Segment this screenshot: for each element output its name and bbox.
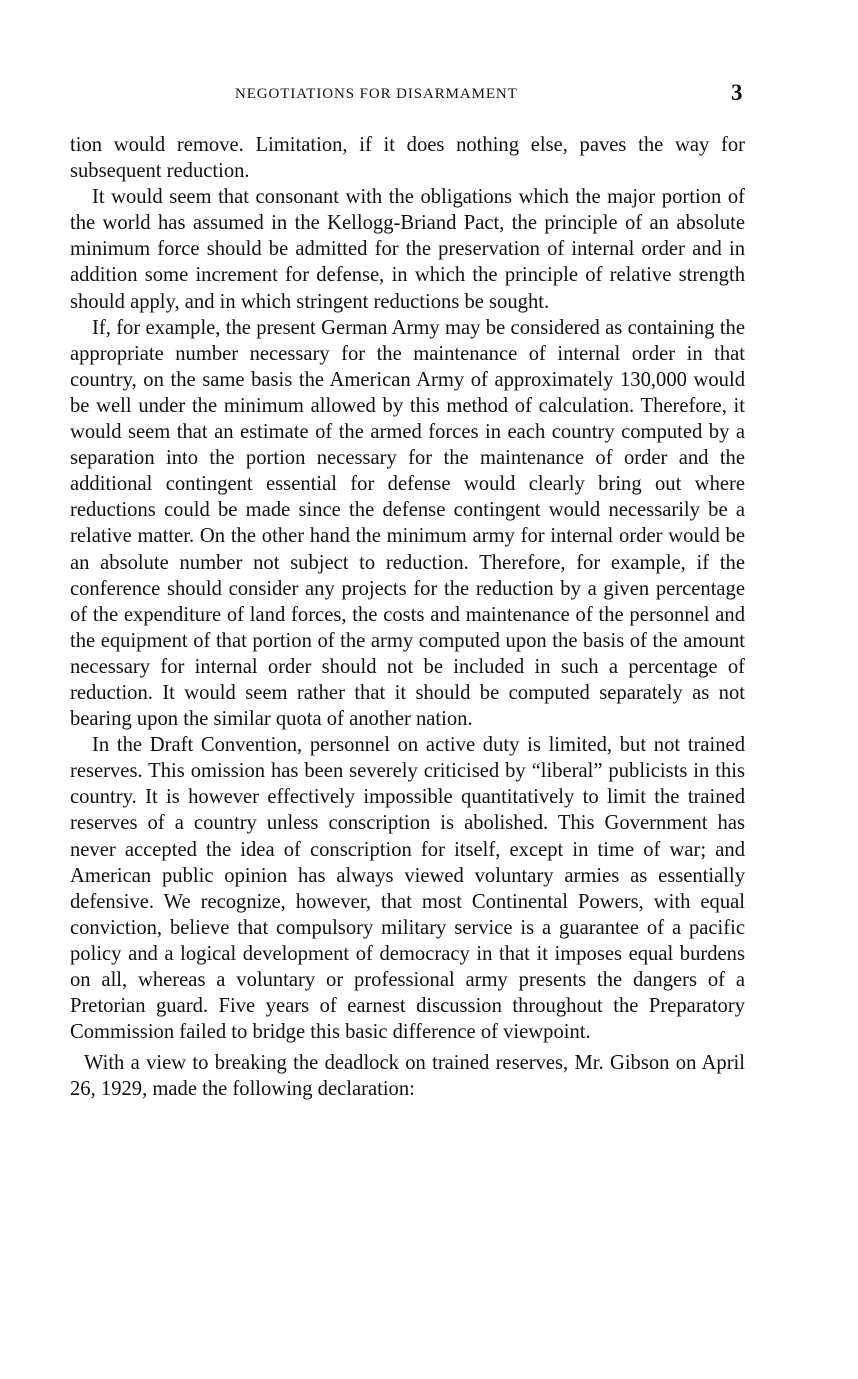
body-text: [70, 132, 745, 1102]
paragraph-gibson-declaration: With a view to breaking the deadlock on trained reserves, Mr. Gibson on April 26, 1929, made the following declaration:: [70, 1052, 745, 1101]
page-number: 3: [731, 80, 743, 105]
paragraph-kellogg-briand: It would seem that consonant with the obligations which the major portion of the world has assumed in the Kellogg-Briand Pact, the principle of an absolute minimum force should be admitted for the preservation of internal order and in addition some increment for defense, in which the principle of relative strength should apply, and in which stringent reductions be sought.: [70, 186, 745, 313]
paragraph-draft-convention: In the Draft Convention, personnel on active duty is limited, but not trained reserves. This omission has been severely criticised by “liberal” publicists in this country. It is however effectively impossible quantitatively to limit the trained reserves of a country unless conscription is abolished. This Government has never accepted the idea of conscription for itself, except in time of war; and American public opinion has always viewed voluntary armies as essentially defensive. We recognize, however, that most Continental Powers, with equal conviction, believe that compulsory military service is a guarantee of a pacific policy and a logical development of democracy in that it imposes equal burdens on all, whereas a voluntary or professional army presents the dangers of a Pretorian guard. Five years of earnest discussion throughout the Preparatory Commission failed to bridge this basic difference of viewpoint.: [70, 734, 745, 1044]
paragraph-german-army-example: If, for example, the present German Army may be considered as containing the appropriate number necessary for the maintenance of internal order in that country, on the same basis the American Army of approximately 130,000 would be well under the minimum allowed by this method of calculation. Therefore, it would seem that an estimate of the armed forces in each country computed by a separation into the portion necessary for the maintenance of order and the additional contingent essential for defense would clearly bring out where reductions could be made since the defense contingent would necessarily be a relative matter. On the other hand the minimum army for internal order would be an absolute number not subject to reduction. Therefore, for example, if the conference should consider any projects for the reduction by a given percentage of the expenditure of land forces, the costs and maintenance of the personnel and the equipment of that portion of the army computed upon the basis of the amount necessary for internal order should not be included in such a percentage of reduction. It would seem rather that it should be computed separately as not bearing upon the similar quota of another nation.: [70, 316, 745, 731]
paragraph-continuation: tion would remove. Limitation, if it does nothing else, paves the way for subsequent reduction.: [70, 134, 745, 183]
running-header: NEGOTIATIONS FOR DISARMAMENT: [235, 86, 518, 102]
